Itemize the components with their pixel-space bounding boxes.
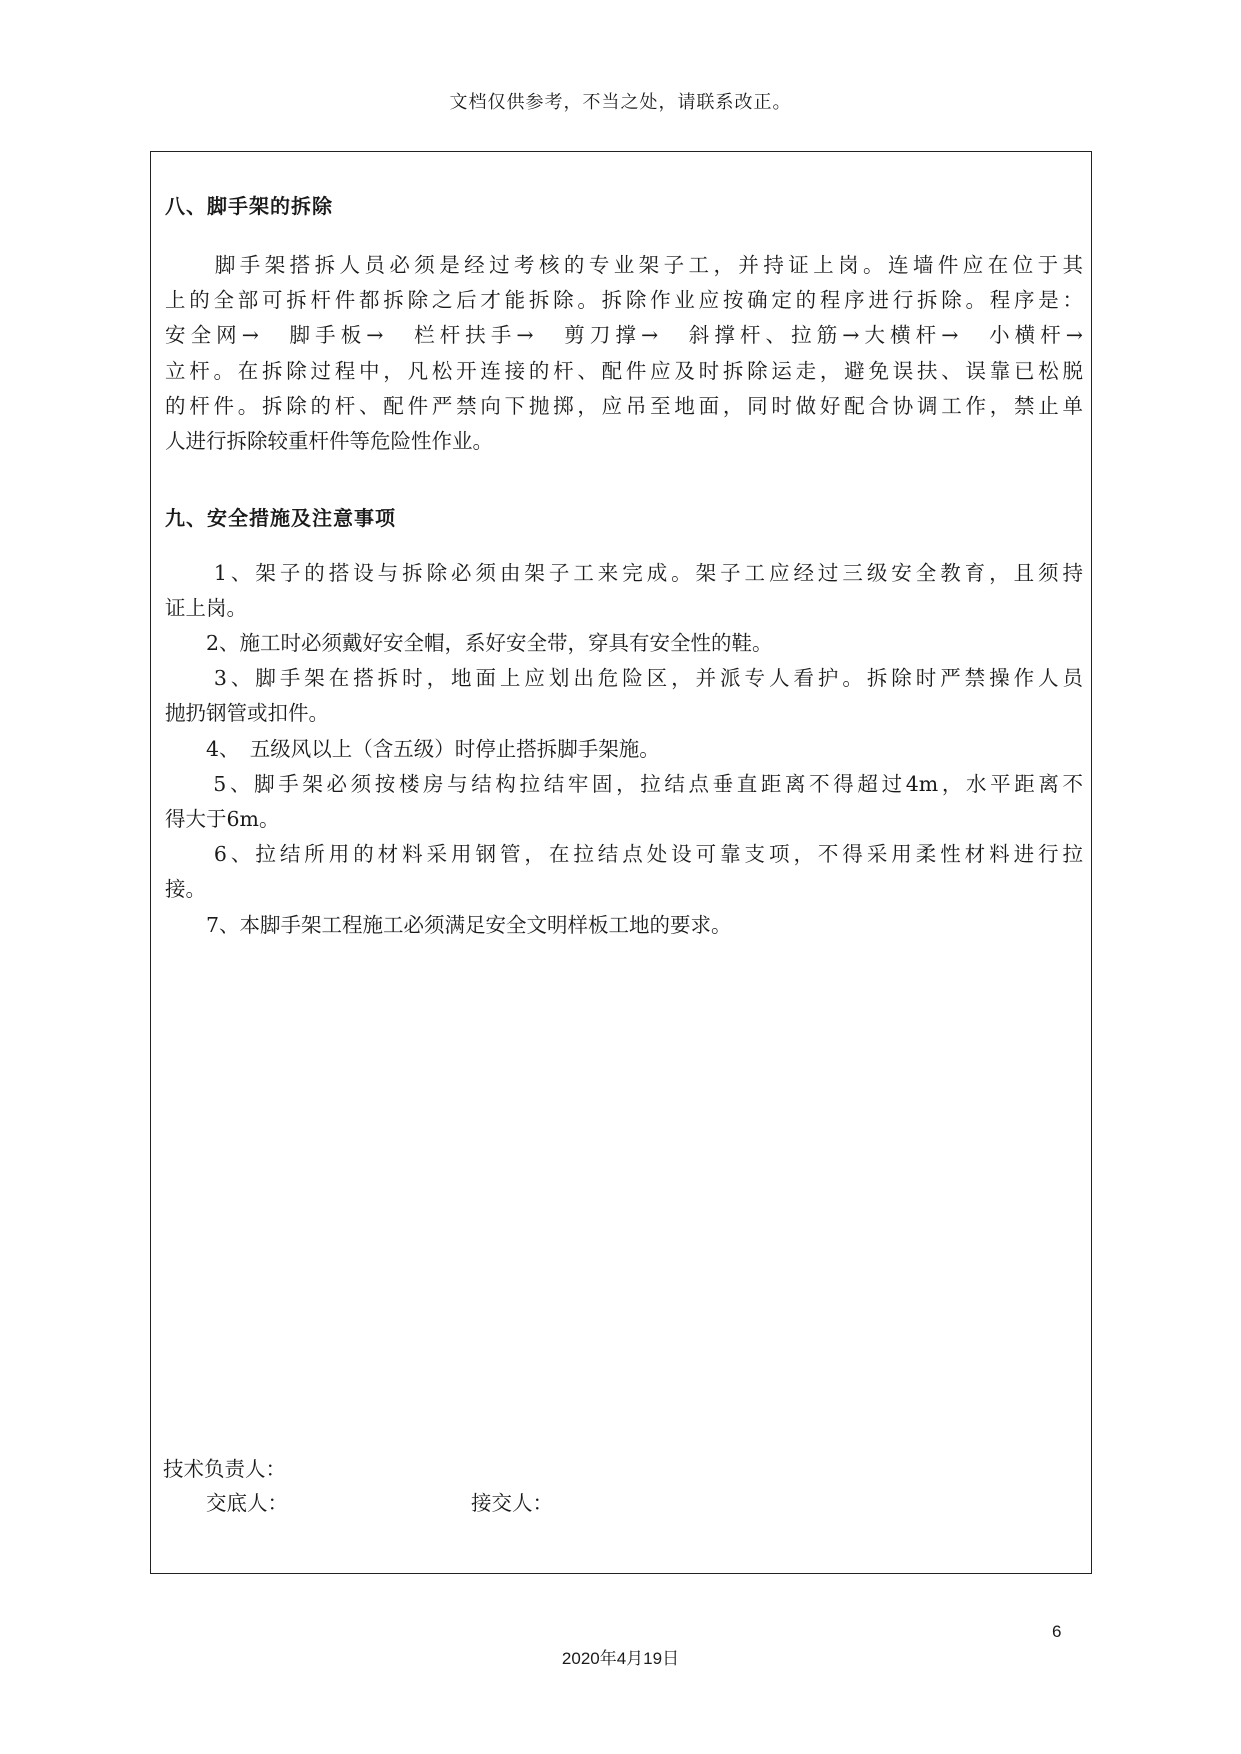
- section-9-item-7: [165, 908, 1083, 943]
- item-line: 2、施工时必须戴好安全帽，系好安全带，穿具有安全性的鞋。: [165, 631, 773, 655]
- item-line: 3、脚手架在搭拆时，地面上应划出危险区，并派专人看护。拆除时严禁操作人员: [165, 666, 1083, 690]
- paragraph-line: 立杆。在拆除过程中，凡松开连接的杆、配件应及时拆除运走，避免误扶、误靠已松脱: [165, 358, 1083, 383]
- item-line: 抛扔钢管或扣件。: [165, 701, 329, 726]
- section-9-item-3: [165, 661, 1083, 731]
- section-9-item-1: [165, 556, 1083, 626]
- page-number: 6: [1052, 1622, 1062, 1641]
- section-9-item-6: [165, 837, 1083, 907]
- section-9-item-2: [165, 626, 1083, 661]
- paragraph-line: 脚手架搭拆人员必须是经过考核的专业架子工，并持证上岗。连墙件应在位于其: [165, 253, 1083, 277]
- item-line: 5、脚手架必须按楼房与结构拉结牢固，拉结点垂直距离不得超过4m，水平距离不: [165, 772, 1083, 796]
- handover-receiver-label: 接交人：: [471, 1491, 553, 1515]
- item-line: 7、本脚手架工程施工必须满足安全文明样板工地的要求。: [165, 913, 732, 937]
- section-8-paragraph: [165, 248, 1083, 459]
- paragraph-line: 人进行拆除较重杆件等危险性作业。: [165, 428, 493, 453]
- handover-giver-label: 交底人：: [206, 1491, 288, 1515]
- paragraph-line: 的杆件。拆除的杆、配件严禁向下抛掷，应吊至地面，同时做好配合协调工作，禁止单: [165, 393, 1083, 418]
- content-frame: [150, 151, 1092, 1574]
- header-note: 文档仅供参考，不当之处，请联系改正。: [449, 92, 792, 113]
- item-line: 接。: [165, 877, 206, 902]
- section-9-item-5: [165, 767, 1083, 837]
- item-line: 1、架子的搭设与拆除必须由架子工来完成。架子工应经过三级安全教育，且须持: [165, 561, 1083, 585]
- item-line: 证上岗。: [165, 596, 247, 621]
- item-line: 6、拉结所用的材料采用钢管，在拉结点处设可靠支项，不得采用柔性材料进行拉: [165, 842, 1083, 866]
- paragraph-line: 安全网→ 脚手板→ 栏杆扶手→ 剪刀撑→ 斜撑杆、拉筋→大横杆→ 小横杆→: [165, 323, 1083, 348]
- footer-date: 2020年4月19日: [561, 1649, 680, 1668]
- item-line: 得大于6m。: [165, 807, 280, 832]
- section-9-title: 九、安全措施及注意事项: [165, 506, 396, 530]
- tech-lead-label: 技术负责人：: [163, 1457, 286, 1481]
- section-8-title: 八、脚手架的拆除: [165, 194, 333, 218]
- section-9-item-4: [165, 732, 1083, 767]
- paragraph-line: 上的全部可拆杆件都拆除之后才能拆除。拆除作业应按确定的程序进行拆除。程序是：: [165, 288, 1083, 313]
- item-line: 4、 五级风以上（含五级）时停止搭拆脚手架施。: [165, 737, 660, 761]
